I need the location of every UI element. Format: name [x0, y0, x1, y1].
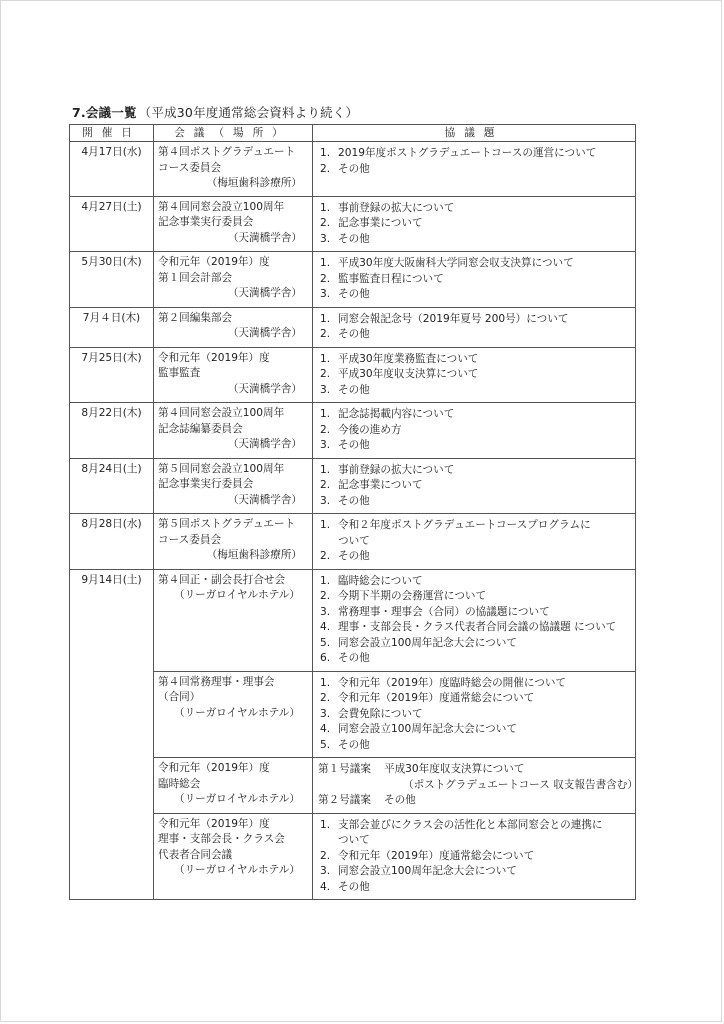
- venue-line: 代表者合同会議: [158, 848, 233, 861]
- meeting-topics: [313, 307, 636, 347]
- meeting-venue: [154, 252, 313, 308]
- topic-item: 1. 支部会並びにクラス会の活性化と本部同窓会との連携に: [320, 818, 603, 831]
- meeting-venue: [154, 758, 313, 814]
- header-venue: 会議（場所）: [154, 125, 313, 142]
- topic-item: 2. その他: [320, 550, 370, 562]
- topic-item: 3. 同窓会設立100周年記念大会について: [320, 865, 517, 877]
- venue-line: 令和元年（2019年）度: [158, 762, 270, 774]
- meeting-venue: [154, 514, 313, 570]
- topic-item: 2. 令和元年（2019年）度通常総会について: [320, 692, 535, 704]
- venue-location: （天満橋学舎）: [227, 382, 302, 395]
- venue-line: 臨時総会: [158, 777, 201, 790]
- meeting-topics: [313, 142, 636, 197]
- meeting-venue: [154, 813, 313, 900]
- meeting-topics: [313, 458, 636, 514]
- meeting-date: 9月14日(土): [70, 569, 154, 900]
- proposal-continuation: （ポストグラデュエートコース 収支報告書含む）: [403, 778, 638, 791]
- topic-item: 3. 会費免除について: [320, 707, 423, 720]
- topic-item: 1. 同窓会報記念号（2019年夏号 200号）について: [320, 312, 569, 325]
- venue-line: 第５回同窓会設立100周年: [158, 462, 285, 475]
- topic-item: 3. その他: [320, 439, 370, 451]
- topic-item: 2. 今後の進め方: [320, 423, 402, 436]
- topic-item: 4. 理事・支部会長・クラス代表者合同会議の協議題 について: [320, 621, 617, 633]
- meeting-date: 7月４日(木): [70, 307, 154, 347]
- table-row: [70, 252, 636, 308]
- venue-line: 第４回正・副会長打合せ会: [158, 573, 286, 586]
- venue-line: 令和元年（2019年）度: [158, 256, 270, 268]
- table-row: [70, 758, 636, 814]
- topic-item: 6. その他: [320, 652, 370, 664]
- topic-item: 2. 監事監査日程について: [320, 272, 444, 285]
- header-date: 開催日: [70, 125, 154, 142]
- topic-item: 1. 記念誌掲載内容について: [320, 408, 455, 420]
- venue-line: 記念誌編纂委員会: [158, 422, 243, 435]
- venue-location: （梅垣歯科診療所）: [206, 177, 302, 189]
- topic-item: 4. 同窓会設立100周年記念大会について: [320, 723, 517, 735]
- meeting-topics: [313, 758, 636, 814]
- topic-item: 3. その他: [320, 383, 370, 396]
- topic-item: 1. 令和２年度ポストグラデュエートコースプログラムに: [320, 519, 591, 531]
- proposal-item: 第２号議案 その他: [318, 794, 416, 806]
- venue-line: 記念事業実行委員会: [158, 216, 254, 228]
- topic-continuation: ついて: [338, 534, 370, 547]
- venue-line: 監事監査: [158, 367, 201, 379]
- meeting-topics: [313, 514, 636, 570]
- meeting-venue: [154, 196, 313, 252]
- meeting-topics: [313, 347, 636, 403]
- venue-location: （リーガロイヤルホテル）: [174, 864, 300, 876]
- topic-item: 4. その他: [320, 880, 370, 893]
- venue-line: コース委員会: [158, 161, 222, 174]
- venue-line: 理事・支部会長・クラス会: [158, 833, 285, 845]
- venue-line: コース委員会: [158, 533, 222, 546]
- meeting-venue: [154, 458, 313, 514]
- topic-item: 3. その他: [320, 232, 370, 245]
- meeting-date: 5月30日(木): [70, 252, 154, 308]
- meeting-date: 8月28日(水): [70, 514, 154, 570]
- meeting-venue: [154, 347, 313, 403]
- meeting-venue: [154, 307, 313, 347]
- meeting-topics: [313, 569, 636, 671]
- topic-item: 2. その他: [320, 162, 370, 175]
- meeting-table: [69, 124, 636, 900]
- topic-item: 3. その他: [320, 494, 370, 507]
- section-number: 7.: [72, 105, 86, 120]
- section-heading: [72, 103, 358, 121]
- table-row: [70, 403, 636, 459]
- topic-item: 1. 事前登録の拡大について: [320, 463, 455, 476]
- venue-line: 第４回常務理事・理事会: [158, 675, 275, 688]
- meeting-venue: [154, 671, 313, 758]
- table-row: [70, 142, 636, 197]
- section-title: 会議一覧: [85, 105, 137, 120]
- section-subtitle: （平成30年度通常総会資料より続く）: [138, 105, 359, 120]
- topic-item: 3. その他: [320, 288, 370, 300]
- venue-line: 記念事業実行委員会: [158, 478, 254, 490]
- table-header-row: [70, 125, 636, 142]
- venue-location: （天満橋学舎）: [227, 287, 302, 299]
- topic-item: 2. 記念事業について: [320, 479, 423, 491]
- topic-continuation: ついて: [338, 834, 370, 846]
- table-row: [70, 813, 636, 900]
- venue-line: 令和元年（2019年）度: [158, 351, 270, 364]
- topic-item: 1. 2019年度ポストグラデュエートコースの運営について: [320, 147, 597, 159]
- topic-item: 1. 平成30年度業務監査について: [320, 352, 479, 365]
- table-row: [70, 196, 636, 252]
- venue-location: （天満橋学舎）: [227, 327, 302, 339]
- topic-item: 1. 令和元年（2019年）度臨時総会の開催について: [320, 676, 567, 689]
- venue-line: 第１回会計部会: [158, 271, 233, 284]
- meeting-venue: [154, 403, 313, 459]
- venue-location: （リーガロイヤルホテル）: [174, 793, 300, 805]
- meeting-topics: [313, 403, 636, 459]
- topic-item: 2. 令和元年（2019年）度通常総会について: [320, 849, 535, 862]
- header-topics: 協議題: [313, 125, 636, 142]
- topic-item: 5. 同窓会設立100周年記念大会について: [320, 636, 517, 649]
- table-row: [70, 514, 636, 570]
- meeting-topics: [313, 196, 636, 252]
- topic-item: 5. その他: [320, 738, 370, 751]
- meeting-topics: [313, 252, 636, 308]
- venue-location: （天満橋学舎）: [227, 438, 302, 450]
- topic-item: 3. 常務理事・理事会（合同）の協議題について: [320, 605, 550, 618]
- topic-item: 2. 平成30年度収支決算について: [320, 368, 479, 380]
- topic-item: 1. 事前登録の拡大について: [320, 201, 455, 214]
- topic-item: 2. その他: [320, 328, 370, 340]
- topic-item: 2. 記念事業について: [320, 217, 423, 229]
- meeting-date: 8月22日(木): [70, 403, 154, 459]
- venue-line: 令和元年（2019年）度: [158, 817, 270, 830]
- table-row: [70, 347, 636, 403]
- topic-item: 2. 今期下半期の会務運営について: [320, 590, 487, 602]
- topic-item: 1. 平成30年度大阪歯科大学同窓会収支決算について: [320, 257, 574, 269]
- meeting-topics: [313, 671, 636, 758]
- meeting-venue: [154, 569, 313, 671]
- meeting-date: 4月27日(土): [70, 196, 154, 252]
- table-row: [70, 671, 636, 758]
- meeting-date: 8月24日(土): [70, 458, 154, 514]
- venue-line: 第５回ポストグラデュエート: [158, 518, 296, 530]
- meeting-date: 4月17日(水): [70, 142, 154, 197]
- meeting-venue: [154, 142, 313, 197]
- venue-line: （合同）: [158, 691, 201, 703]
- venue-line: 第４回ポストグラデュエート: [158, 146, 296, 158]
- venue-location: （リーガロイヤルホテル）: [174, 706, 300, 719]
- table-row: [70, 569, 636, 671]
- venue-line: 第２回編集部会: [158, 311, 233, 324]
- table-row: [70, 458, 636, 514]
- venue-location: （梅垣歯科診療所）: [206, 549, 302, 561]
- venue-location: （天満橋学舎）: [227, 493, 302, 506]
- topic-item: 1. 臨時総会について: [320, 574, 423, 587]
- venue-line: 第４回同窓会設立100周年: [158, 407, 285, 419]
- meeting-date: 7月25日(木): [70, 347, 154, 403]
- table-row: [70, 307, 636, 347]
- venue-location: （リーガロイヤルホテル）: [174, 589, 300, 601]
- venue-location: （天満橋学舎）: [227, 231, 302, 244]
- venue-line: 第４回同窓会設立100周年: [158, 200, 285, 213]
- meeting-topics: [313, 813, 636, 900]
- proposal-item: 第１号議案 平成30年度収支決算について: [318, 763, 525, 775]
